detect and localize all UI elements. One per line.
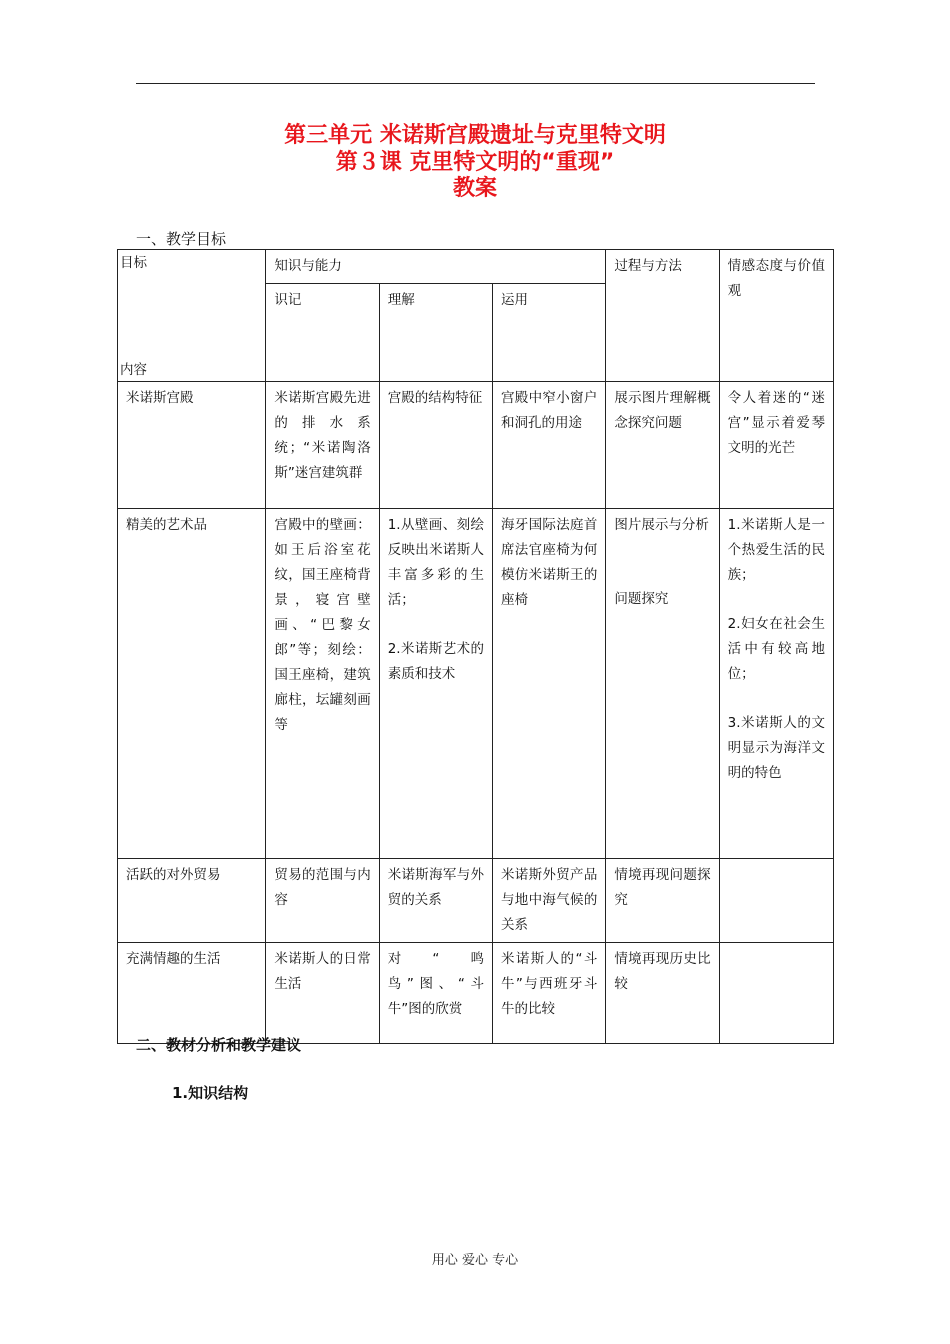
cell-recognize: 米诺斯宫殿先进的排水系统；“米诺陶洛斯”迷宫建筑群	[266, 382, 379, 509]
corner-label-content: 内容	[120, 362, 147, 378]
cell-process	[606, 509, 719, 859]
cell-understand: 米诺斯海军与外贸的关系	[379, 859, 492, 943]
cell-recognize: 宫殿中的壁画：如王后浴室花纹，国王座椅背景，寝宫壁画、“巴黎女郎”等；刻绘：国王座椅，建筑廊柱，坛罐刻画等	[266, 509, 379, 859]
doc-title-type: 教案	[452, 176, 497, 201]
doc-title-lesson: 第３课 克里特文明的“重现”	[335, 150, 615, 175]
table-row	[118, 943, 834, 1044]
header-knowledge-ability: 知识与能力	[266, 250, 606, 284]
cell-emotion-point-1: 1.米诺斯人是一个热爱生活的民族；	[727, 517, 825, 583]
table-row	[118, 859, 834, 943]
row-content-palace: 米诺斯宫殿	[118, 382, 266, 509]
table-row	[118, 382, 834, 509]
table-corner-cell	[118, 250, 266, 382]
section-heading-analysis: 二、教材分析和教学建议	[136, 1036, 302, 1054]
teaching-goals-table	[117, 249, 834, 1044]
row-content-trade: 活跃的对外贸易	[118, 859, 266, 943]
cell-understand: 对“鸣鸟”图、“斗牛”图的欣赏	[379, 943, 492, 1044]
cell-process-point-1: 图片展示与分析	[614, 517, 709, 533]
cell-process-point-2: 问题探究	[614, 591, 669, 607]
header-process-method: 过程与方法	[606, 250, 719, 382]
cell-emotion-point-2: 2.妇女在社会生活中有较高地位；	[727, 616, 825, 682]
cell-understand-point-2: 2.米诺斯艺术的素质和技术	[387, 641, 484, 682]
cell-emotion	[719, 943, 833, 1044]
cell-apply: 宫殿中窄小窗户和洞孔的用途	[493, 382, 606, 509]
cell-process: 展示图片理解概念探究问题	[606, 382, 719, 509]
subsection-heading-structure: 1.知识结构	[172, 1084, 249, 1102]
corner-label-goal: 目标	[120, 255, 147, 271]
row-content-life: 充满情趣的生活	[118, 943, 266, 1044]
header-recognize: 识记	[266, 284, 379, 382]
header-emotion-values: 情感态度与价值观	[719, 250, 833, 382]
header-apply: 运用	[493, 284, 606, 382]
cell-emotion	[719, 509, 833, 859]
table-row	[118, 509, 834, 859]
cell-emotion	[719, 859, 833, 943]
cell-emotion: 令人着迷的“迷宫”显示着爱琴文明的光芒	[719, 382, 833, 509]
header-rule	[136, 83, 815, 84]
cell-apply: 米诺斯外贸产品与地中海气候的关系	[493, 859, 606, 943]
cell-process: 情境再现问题探究	[606, 859, 719, 943]
row-content-art: 精美的艺术品	[118, 509, 266, 859]
cell-emotion-point-3: 3.米诺斯人的文明显示为海洋文明的特色	[727, 715, 825, 781]
header-understand: 理解	[379, 284, 492, 382]
cell-understand	[379, 509, 492, 859]
cell-apply: 米诺斯人的“斗牛”与西班牙斗牛的比较	[493, 943, 606, 1044]
doc-title-unit: 第三单元 米诺斯宫殿遗址与克里特文明	[284, 123, 666, 148]
cell-recognize: 贸易的范围与内容	[266, 859, 379, 943]
cell-understand: 宫殿的结构特征	[379, 382, 492, 509]
page-footer: 用心 爱心 专心	[431, 1253, 519, 1268]
cell-process: 情境再现历史比较	[606, 943, 719, 1044]
cell-recognize: 米诺斯人的日常生活	[266, 943, 379, 1044]
cell-understand-point-1: 1.从壁画、刻绘反映出米诺斯人丰富多彩的生活；	[387, 517, 484, 608]
section-heading-goals: 一、教学目标	[136, 230, 227, 248]
cell-apply: 海牙国际法庭首席法官座椅为何模仿米诺斯王的座椅	[493, 509, 606, 859]
